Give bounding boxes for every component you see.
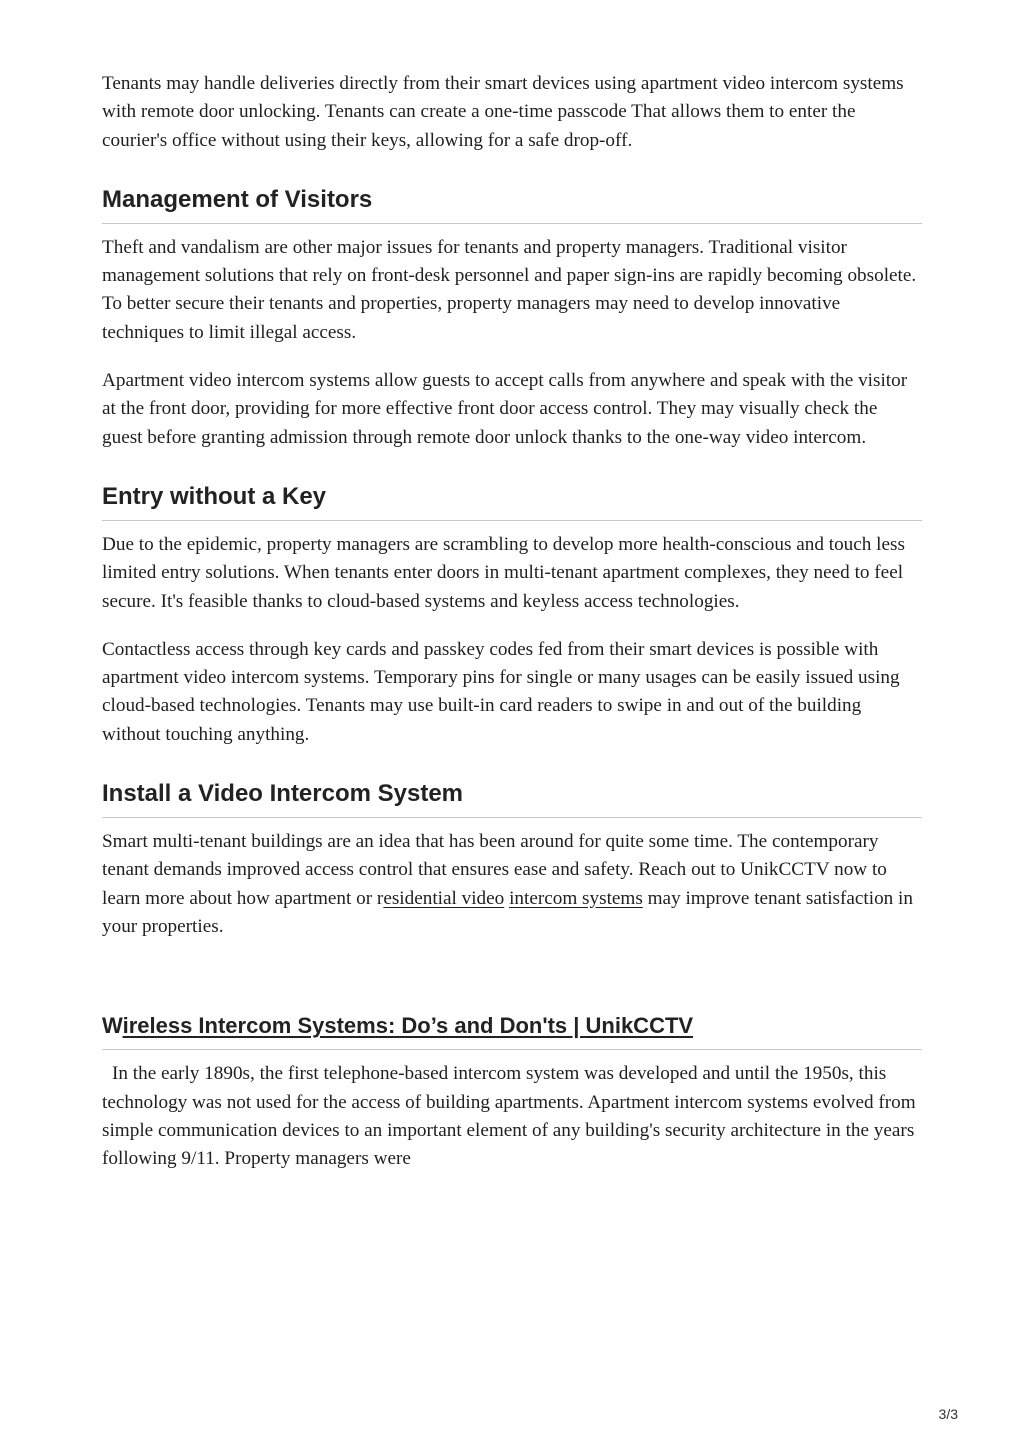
install-paragraph <box>102 828 922 941</box>
visitors-paragraph-1: Theft and vandalism are other major issues for tenants and property managers. Traditional visitor management solutions that rely on front-desk personnel and paper sign-ins are rapidly becoming obsolete. To better secure their tenants and properties, property managers may need to develop innovative techniques to limit illegal access. <box>102 236 917 343</box>
install-text-before: Smart multi-tenant buildings are an idea that has been around for quite some time. The contemporary tenant demands improved access control that ensures ease and safety. Reach out to UnikCCTV now to learn more about how apartment or r <box>102 831 887 909</box>
intro-paragraph: Tenants may handle deliveries directly from their smart devices using apartment video intercom systems with remote door unlocking. Tenants can create a one-time passcode That allows them to enter the courier's office without using their keys, allowing for a safe drop-off. <box>102 73 904 151</box>
page-number: 3/3 <box>938 1406 958 1422</box>
keyless-paragraph-2: Contactless access through key cards and passkey codes fed from their smart devices is possible with apartment video intercom systems. Temporary pins for single or many usages can be easily issued using cloud-based technologies. Tenants may use built-in card readers to swipe in and out of the building without touching anything. <box>102 638 900 745</box>
wireless-article-link[interactable]: ireless Intercom Systems: Do’s and Don'ts | UnikCCTV <box>122 1013 694 1039</box>
residential-video-link[interactable]: esidential video <box>383 887 505 909</box>
document-page <box>102 70 922 1193</box>
visitors-paragraph-2: Apartment video intercom systems allow guests to accept calls from anywhere and speak with the visitor at the front door, providing for more effective front door access control. They may visually check the guest before granting admission through remote door unlock thanks to the one-way video intercom. <box>102 370 908 448</box>
intercom-systems-link[interactable]: intercom systems <box>509 887 643 909</box>
wireless-heading-initial: W <box>102 1013 123 1039</box>
section-heading-wireless <box>102 1011 922 1050</box>
section-heading-keyless: Entry without a Key <box>102 482 922 521</box>
install-text-after: may improve tenant satisfaction in your properties. <box>102 887 913 937</box>
wireless-paragraph: In the early 1890s, the first telephone-based intercom system was developed and until the 1950s, this technology was not used for the access of building apartments. Apartment intercom systems evolved from simple communication devices to an important element of any building's security architecture in the years following 9/11. Property managers were <box>102 1063 916 1170</box>
keyless-paragraph-1: Due to the epidemic, property managers are scrambling to develop more health-conscious and touch less limited entry solutions. When tenants enter doors in multi-tenant apartment complexes, they need to feel secure. It's feasible thanks to cloud-based systems and keyless access technologies. <box>102 533 905 612</box>
section-heading-visitors: Management of Visitors <box>102 185 922 224</box>
section-heading-install: Install a Video Intercom System <box>102 779 922 818</box>
